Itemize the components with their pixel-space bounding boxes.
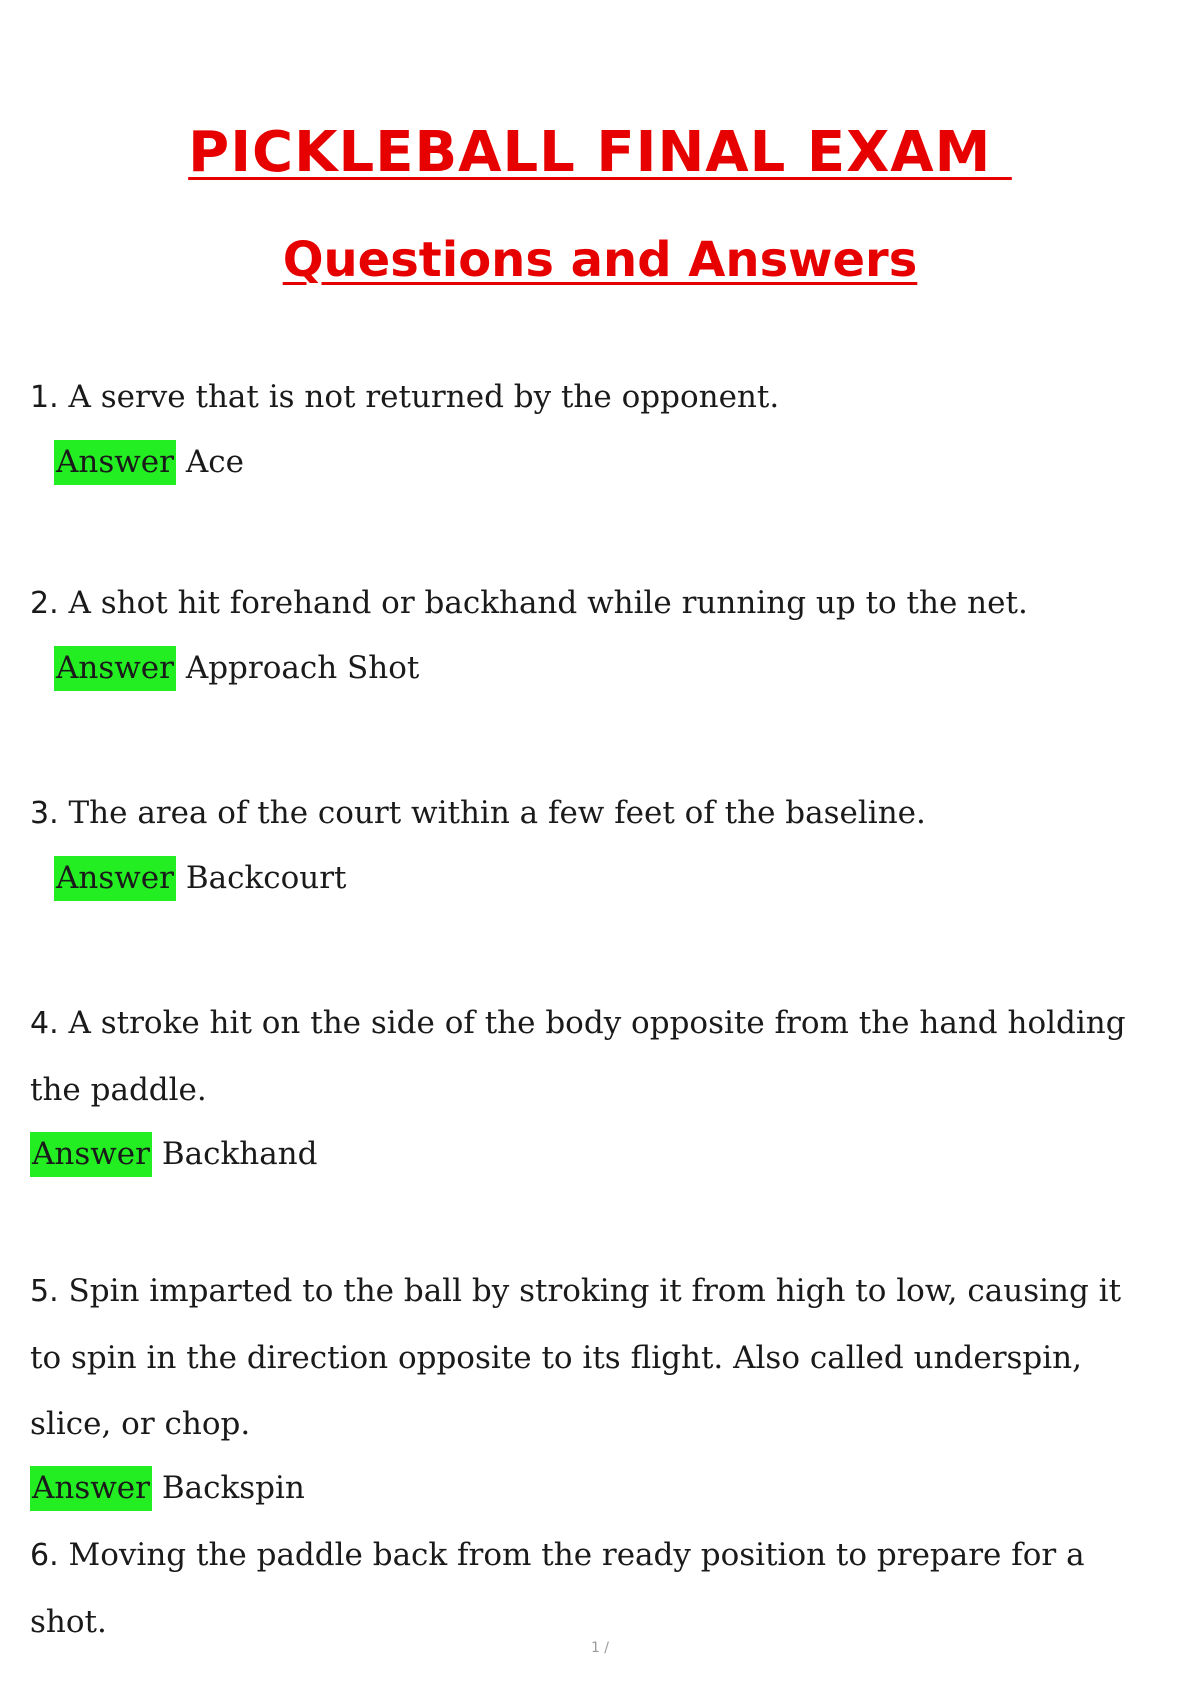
answer-line (30, 437, 1160, 487)
question-item-2 (30, 570, 1160, 693)
document-subtitle: Questions and Answers (282, 232, 918, 288)
question-body: The area of the court within a few feet of the baseline. (68, 795, 926, 831)
answer-label: Answer (30, 1466, 152, 1511)
question-text (30, 780, 1160, 847)
question-item-1 (30, 364, 1160, 487)
answer-label: Answer (30, 1132, 152, 1177)
question-body: Spin imparted to the ball by stroking it from high to low, causing it to spin in the direction opposite to its flight. Also called underspin, slice, or chop. (30, 1273, 1122, 1442)
question-text (30, 990, 1160, 1123)
question-text (30, 570, 1160, 637)
question-number: 1. (30, 380, 59, 415)
question-item-4 (30, 990, 1160, 1179)
question-body: A serve that is not returned by the opponent. (68, 379, 780, 415)
question-body: A stroke hit on the side of the body opposite from the hand holding the paddle. (30, 1005, 1126, 1108)
answer-label: Answer (54, 646, 176, 691)
question-number: 6. (30, 1538, 59, 1573)
answer-label: Answer (54, 856, 176, 901)
question-number: 4. (30, 1006, 59, 1041)
answer-text: Ace (185, 444, 244, 480)
answer-text: Backspin (161, 1470, 305, 1506)
answer-text: Backhand (161, 1136, 318, 1172)
question-item-5 (30, 1258, 1160, 1513)
answer-line (30, 643, 1160, 693)
question-item-3 (30, 780, 1160, 903)
question-number: 5. (30, 1274, 59, 1309)
answer-text: Backcourt (185, 860, 347, 896)
question-text (30, 364, 1160, 431)
question-text (30, 1258, 1160, 1457)
answer-line (30, 1463, 1160, 1513)
answer-line (30, 853, 1160, 903)
question-number: 2. (30, 586, 59, 621)
answer-text: Approach Shot (185, 650, 420, 686)
question-item-6 (30, 1522, 1160, 1655)
question-number: 3. (30, 796, 59, 831)
answer-label: Answer (54, 440, 176, 485)
question-body: Moving the paddle back from the ready position to prepare for a shot. (30, 1537, 1085, 1640)
document-title: PICKLEBALL FINAL EXAM (188, 120, 1012, 185)
answer-line (30, 1129, 1160, 1179)
page-number: 1 / (590, 1640, 610, 1656)
question-text (30, 1522, 1160, 1655)
question-body: A shot hit forehand or backhand while running up to the net. (68, 585, 1028, 621)
